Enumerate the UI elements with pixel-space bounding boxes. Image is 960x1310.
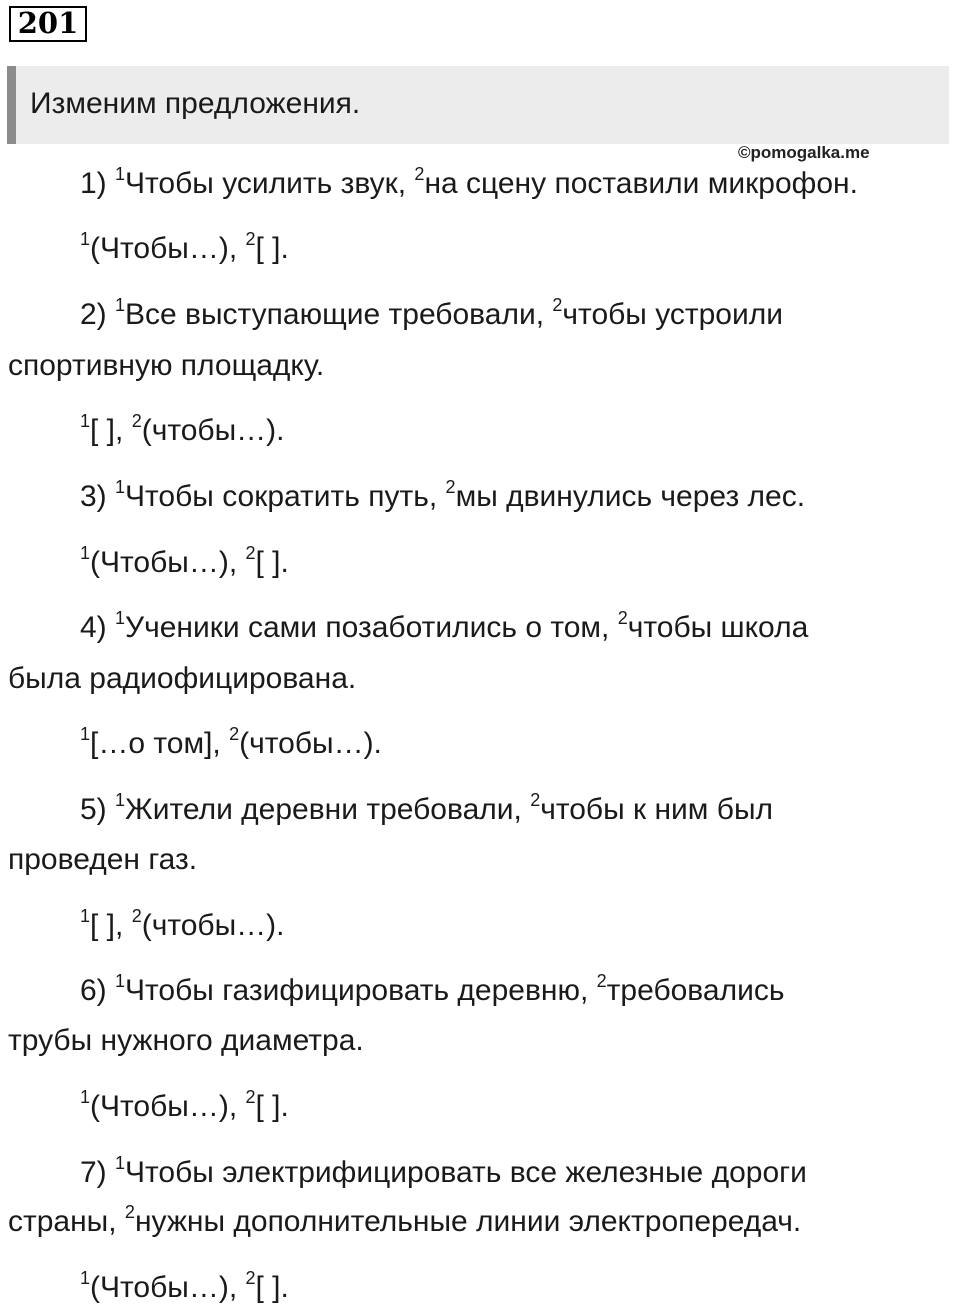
clause-number: 1 [115, 971, 126, 991]
clause-number: 1 [80, 229, 91, 249]
clause-number: 2 [596, 971, 607, 991]
sentence-continuation [8, 348, 324, 384]
text-run: 2) [80, 298, 116, 331]
clause-number: 1 [115, 164, 126, 184]
clause-number: 2 [245, 1087, 256, 1107]
text-run: Жители деревни требовали, [125, 793, 531, 826]
clause-number: 2 [131, 411, 142, 431]
clause-number: 2 [617, 608, 628, 628]
text-run: Чтобы газифицировать деревню, [125, 974, 597, 1007]
sentence-line [80, 973, 785, 1009]
text-run: (Чтобы…), [90, 1271, 246, 1304]
sentence-line [80, 610, 808, 646]
text-run: нужны дополнительные линии электропередач. [134, 1205, 802, 1238]
clause-number: 1 [80, 543, 91, 563]
text-run: (чтобы…). [141, 414, 285, 447]
instruction-banner [7, 66, 949, 144]
text-run: Чтобы сократить путь, [125, 480, 446, 513]
text-run: Ученики сами позаботились о том, [125, 611, 618, 644]
text-run: 6) [80, 974, 116, 1007]
text-run: (Чтобы…), [90, 546, 246, 579]
text-run: чтобы к ним был [540, 793, 774, 826]
text-run: на сцену поставили микрофон. [424, 167, 858, 200]
text-run: (чтобы…). [239, 727, 382, 760]
sentence-continuation [8, 1023, 364, 1059]
clause-number: 2 [445, 477, 456, 497]
sentence-scheme [80, 908, 285, 944]
sentence-scheme [80, 726, 382, 762]
sentence-line [80, 166, 858, 202]
text-run: 4) [80, 611, 116, 644]
sentence-scheme [80, 231, 289, 267]
text-run: чтобы школа [627, 611, 809, 644]
text-run: Чтобы электрифицировать все железные дороги [125, 1156, 807, 1189]
clause-number: 2 [414, 164, 425, 184]
text-run: [ ], [90, 909, 132, 942]
text-run: требовались [606, 974, 785, 1007]
text-run: чтобы устроили [562, 298, 783, 331]
clause-number: 2 [131, 906, 142, 926]
text-run: [ ]. [255, 1090, 289, 1123]
sentence-continuation [8, 1204, 801, 1240]
text-run: 1) [80, 167, 116, 200]
text-run: (Чтобы…), [90, 232, 246, 265]
text-run: 7) [80, 1156, 116, 1189]
sentence-scheme [80, 1270, 289, 1306]
text-run: страны, [8, 1205, 125, 1238]
text-run: 3) [80, 480, 116, 513]
clause-number: 1 [80, 1268, 91, 1288]
clause-number: 1 [80, 1087, 91, 1107]
text-run: трубы нужного диаметра. [8, 1024, 364, 1057]
clause-number: 2 [530, 790, 541, 810]
sentence-line [80, 297, 783, 333]
clause-number: 2 [552, 295, 563, 315]
clause-number: 1 [80, 411, 91, 431]
clause-number: 1 [115, 608, 126, 628]
text-run: [ ]. [255, 546, 289, 579]
sentence-continuation [8, 661, 356, 697]
clause-number: 2 [124, 1202, 135, 1222]
sentence-scheme [80, 1089, 289, 1125]
text-run: [ ], [90, 414, 132, 447]
clause-number: 1 [80, 906, 91, 926]
sentence-scheme [80, 545, 289, 581]
text-run: была радиофицирована. [8, 662, 357, 695]
text-run: мы двинулись через лес. [455, 480, 806, 513]
clause-number: 2 [245, 229, 256, 249]
instruction-text: Изменим предложения. [30, 87, 361, 120]
sentence-line [80, 479, 805, 515]
clause-number: 1 [115, 477, 126, 497]
clause-number: 2 [245, 543, 256, 563]
sentence-continuation [8, 842, 197, 878]
clause-number: 2 [245, 1268, 256, 1288]
text-run: […о том], [90, 727, 230, 760]
sentence-scheme [80, 413, 285, 449]
text-run: (Чтобы…), [90, 1090, 246, 1123]
text-run: (чтобы…). [141, 909, 285, 942]
clause-number: 1 [115, 1153, 126, 1173]
task-number: 201 [9, 6, 87, 42]
sentence-line [80, 1155, 807, 1191]
text-run: проведен газ. [8, 843, 198, 876]
watermark: ©pomogalka.me [738, 143, 870, 162]
text-run: 5) [80, 793, 116, 826]
text-run: Чтобы усилить звук, [125, 167, 415, 200]
text-run: Все выступающие требовали, [125, 298, 553, 331]
clause-number: 1 [80, 724, 91, 744]
clause-number: 1 [115, 790, 126, 810]
text-run: [ ]. [255, 232, 289, 265]
text-run: спортивную площадку. [8, 349, 325, 382]
sentence-line [80, 792, 773, 828]
clause-number: 1 [115, 295, 126, 315]
clause-number: 2 [229, 724, 240, 744]
text-run: [ ]. [255, 1271, 289, 1304]
